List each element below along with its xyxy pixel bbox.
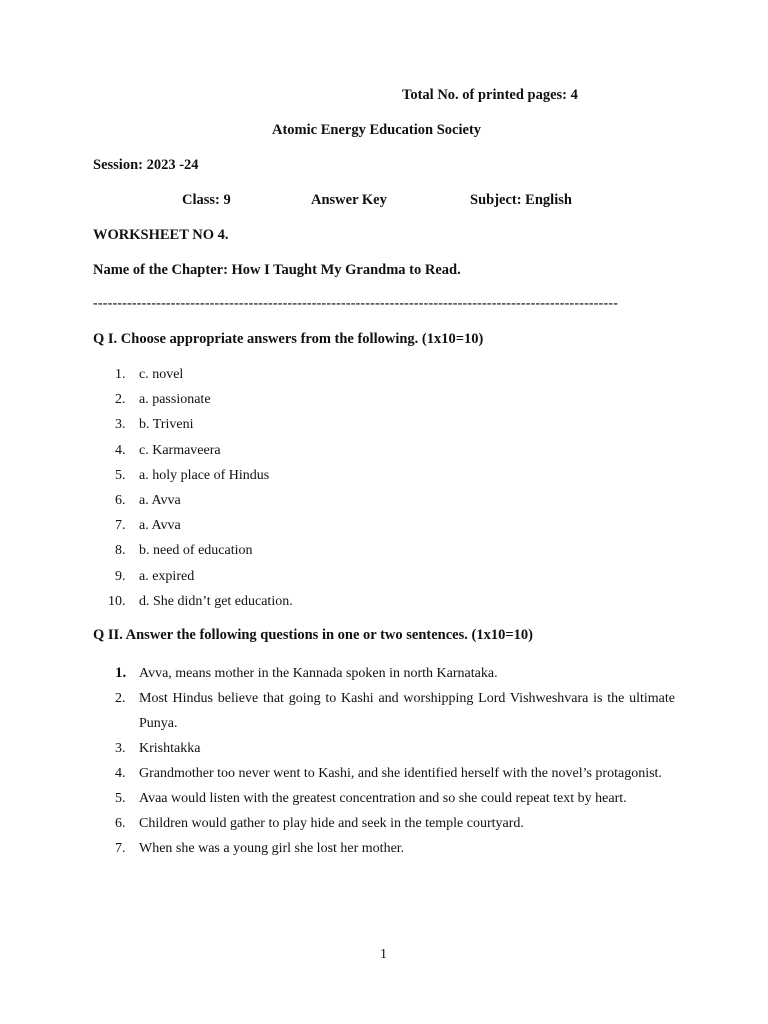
item-number: 3. <box>115 741 126 756</box>
list-item <box>93 542 293 567</box>
item-text: b. need of education <box>139 543 253 559</box>
item-number: 5. <box>115 467 126 483</box>
item-text: a. passionate <box>139 392 211 408</box>
society-name: Atomic Energy Education Society <box>272 122 482 138</box>
item-number: 4. <box>115 442 126 458</box>
item-text: b. Triveni <box>139 417 194 433</box>
item-number: 2. <box>115 392 126 408</box>
list-item <box>93 517 293 542</box>
item-number: 1. <box>115 665 127 681</box>
dashed-divider: ------------------------------------------------------------------------------------------------------------ <box>93 296 619 311</box>
list-item <box>93 467 293 492</box>
chapter-name: Name of the Chapter: How I Taught My Grandma to Read. <box>93 262 461 278</box>
section-1-heading: Q I. Choose appropriate answers from the following. (1x10=10) <box>93 331 484 347</box>
list-item <box>93 761 675 786</box>
list-item <box>93 492 293 517</box>
list-item <box>93 391 293 416</box>
item-number: 2. <box>115 691 126 706</box>
item-text: When she was a young girl she lost her mother. <box>139 841 405 856</box>
subject-label: Subject: English <box>470 192 572 208</box>
item-text: Children would gather to play hide and seek in the temple courtyard. <box>139 816 524 831</box>
list-item <box>93 661 675 686</box>
item-text: Krishtakka <box>139 741 201 756</box>
item-text: a. expired <box>139 568 195 584</box>
item-number: 7. <box>115 841 126 856</box>
item-number: 7. <box>115 518 126 534</box>
list-item <box>93 366 293 391</box>
answer-key-label: Answer Key <box>311 192 387 208</box>
list-item <box>93 442 293 467</box>
item-text: a. holy place of Hindus <box>139 467 270 483</box>
item-number: 8. <box>115 543 126 559</box>
item-text: c. novel <box>139 367 184 382</box>
printed-pages-count: Total No. of printed pages: 4 <box>402 87 578 103</box>
item-text: Grandmother too never went to Kashi, and she identified herself with the novel’s protagonist. <box>139 766 662 781</box>
item-text: a. Avva <box>139 492 181 508</box>
item-number: 9. <box>115 568 126 584</box>
item-text: Avva, means mother in the Kannada spoken in north Karnataka. <box>139 666 498 681</box>
list-item <box>93 593 293 618</box>
item-number: 4. <box>115 766 126 781</box>
list-item <box>93 568 293 593</box>
item-text: c. Karmaveera <box>139 442 221 458</box>
list-item <box>93 811 675 836</box>
list-item <box>93 686 675 736</box>
worksheet-title: WORKSHEET NO 4. <box>93 227 229 243</box>
item-text: a. Avva <box>139 518 181 534</box>
item-text: Most Hindus believe that going to Kashi and worshipping Lord Vishweshvara is the ultimate Punya. <box>139 691 675 731</box>
section-1-answer-list <box>93 366 293 618</box>
list-item <box>93 786 675 811</box>
item-number: 6. <box>115 492 126 508</box>
page-number: 1 <box>380 947 387 962</box>
class-label: Class: 9 <box>182 192 231 208</box>
item-text: Avaa would listen with the greatest concentration and so she could repeat text by heart. <box>139 791 627 806</box>
item-number: 3. <box>115 417 126 433</box>
list-item <box>93 736 675 761</box>
list-item <box>93 416 293 441</box>
section-2-answer-list <box>93 661 675 861</box>
section-2-heading: Q II. Answer the following questions in one or two sentences. (1x10=10) <box>93 627 533 643</box>
item-number: 5. <box>115 791 126 806</box>
list-item <box>93 836 675 861</box>
item-number: 1. <box>115 367 126 382</box>
item-text: d. She didn’t get education. <box>139 593 293 609</box>
session-label: Session: 2023 -24 <box>93 157 199 173</box>
item-number: 10. <box>108 593 126 609</box>
item-number: 6. <box>115 816 126 831</box>
